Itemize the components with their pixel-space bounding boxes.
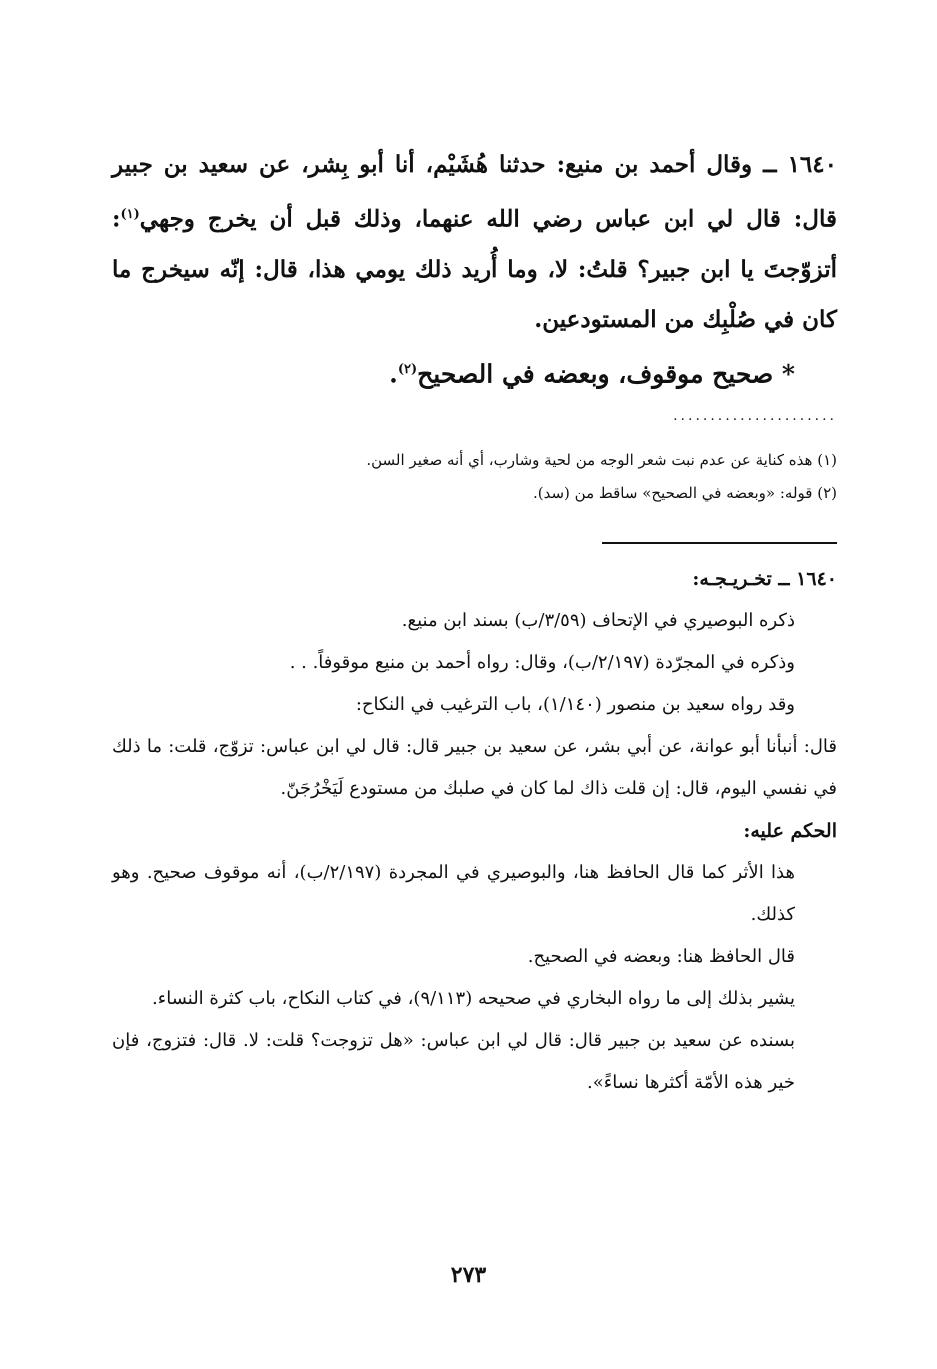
footnote-1: (١) هذه كناية عن عدم نبت شعر الوجه من لحية وشارب، أي أنه صغير السن.: [366, 451, 837, 469]
grade-end: .: [389, 359, 398, 389]
takhrij-section: [112, 558, 837, 1104]
hukm-heading: الحكم عليه:: [743, 820, 837, 842]
takhrij-line-3: وقد رواه سعيد بن منصور (١/١٤٠)، باب الترغيب في النكاح:: [355, 694, 795, 715]
footnote-ref-1: (١): [120, 207, 140, 222]
takhrij-heading: ١٦٤٠ ــ تخـريـجـه:: [692, 568, 837, 590]
hadith-text-part1: ١٦٤٠ ــ وقال أحمد بن منيع: حدثنا هُشَيْم، أنا أبو بِشر، عن سعيد بن جبير قال: قال لي ابن عباس رضي الله عنهما، وذلك قبل أن يخرج وجهي: [112, 151, 837, 233]
main-hadith-text: [112, 140, 837, 345]
hukm-paragraph-1: هذا الأثر كما قال الحافظ هنا، والبوصيري في المجردة (٢/١٩٧/ب)، أنه موقوف صحيح. وهو كذلك.: [112, 862, 795, 925]
hadith-paragraph: [112, 140, 837, 345]
hukm-paragraph-3: يشير بذلك إلى ما رواه البخاري في صحيحه (٩/١١٣)، في كتاب النكاح، باب كثرة النساء.: [152, 988, 795, 1009]
takhrij-quote: قال: أنبأنا أبو عوانة، عن أبي بشر، عن سعيد بن جبير قال: قال لي ابن عباس: تزوّج، قلت: ما ذلك في نفسي اليوم، قال: إن قلت ذاك لما كان في صلبك من مستودع لَيَخْرُجَنّ.: [112, 736, 837, 799]
takhrij-line-2: وذكره في المجرّدة (٢/١٩٧/ب)، وقال: رواه أحمد بن منيع موقوفاً. . .: [289, 652, 795, 673]
hadith-text-part2: : أتزوّجتَ يا ابن جبير؟ قلتُ: لا، وما أُريد ذلك يومي هذا، قال: إنّه سيخرج ما كان في صُلْبِك من المستودعين.: [112, 205, 837, 333]
grade-text: * صحيح موقوف، وبعضه في الصحيح: [417, 359, 795, 389]
hukm-paragraph-2: قال الحافظ هنا: وبعضه في الصحيح.: [527, 946, 795, 967]
section-divider: [602, 542, 837, 544]
footnote-ref-2: (٢): [397, 362, 418, 377]
hukm-paragraph-4: بسنده عن سعيد بن جبير قال: قال لي ابن عباس: «هل تزوجت؟ قلت: لا. قال: فتزوج، فإن خير هذه الأمّة أكثرها نساءً».: [112, 1030, 795, 1093]
grade-line: [112, 350, 837, 394]
takhrij-line-1: ذكره البوصيري في الإتحاف (٣/٥٩/ب) بسند ابن منيع.: [401, 610, 795, 631]
footnote-2: (٢) قوله: «وبعضه في الصحيح» ساقط من (سد).: [532, 484, 837, 502]
footnotes: [112, 444, 837, 510]
page-number: ٢٧٣: [450, 1262, 487, 1288]
footnote-separator: ......................: [673, 408, 837, 424]
